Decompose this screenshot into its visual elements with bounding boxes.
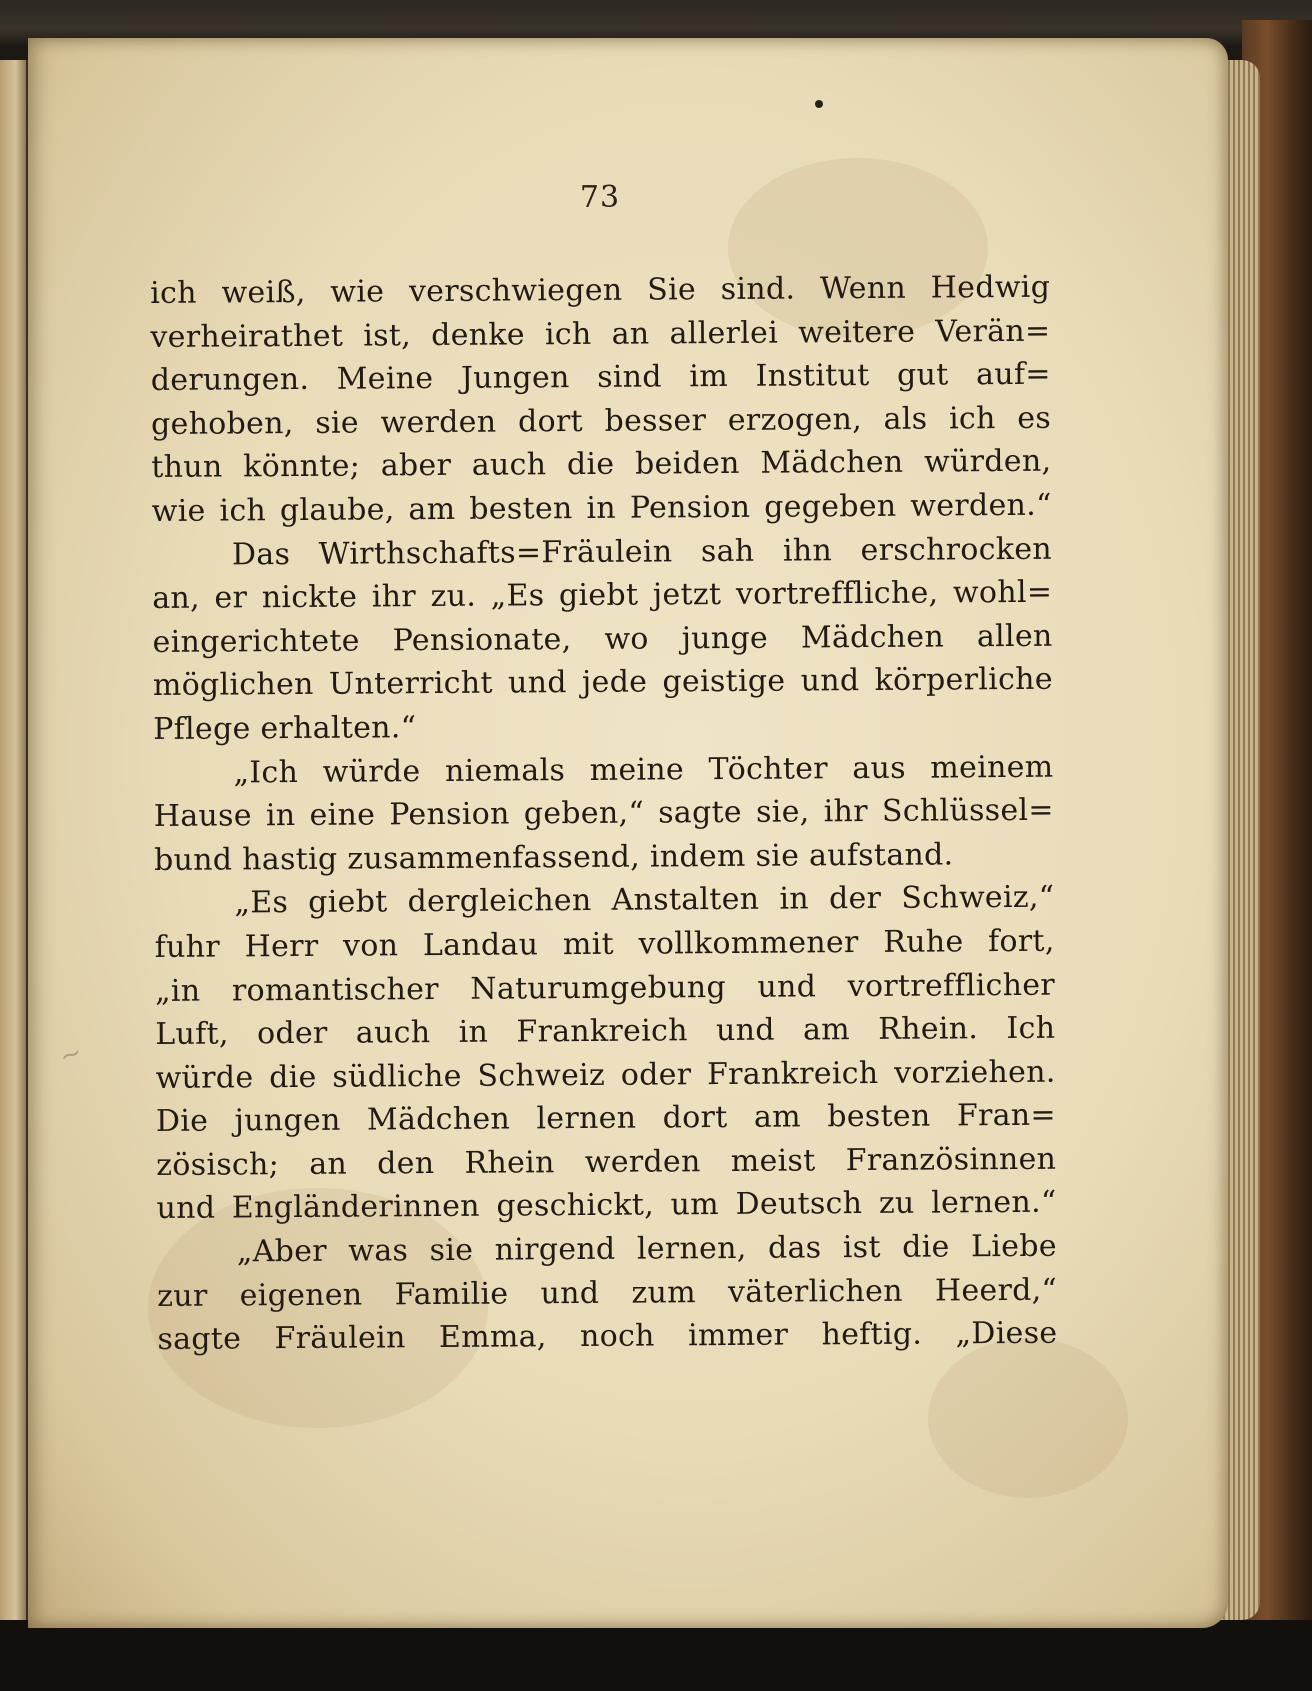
text-line: eingerichtete Pensionate, wo junge Mädchen allen (152, 618, 1053, 660)
text-line: möglichen Unterricht und jede geistige und körperliche (152, 662, 1053, 704)
text-line: verheirathet ist, denke ich an allerlei weitere Verän= (150, 313, 1051, 355)
text-line: zösisch; an den Rhein werden meist Französinnen (156, 1141, 1057, 1183)
text-line: bund hastig zusammenfassend, indem sie aufstand. (153, 837, 954, 878)
text-line: wie ich glaube, am besten in Pension gegeben werden.“ (151, 487, 1052, 529)
text-line: würde die südliche Schweiz oder Frankreich vorziehen. (155, 1054, 1056, 1096)
text-line: ich weiß, wie verschwiegen Sie sind. Wenn Hedwig (150, 269, 1051, 311)
text-line: „in romantischer Naturumgebung und vortrefflicher (154, 967, 1056, 1009)
paper-stain (928, 1338, 1128, 1498)
text-line: und Engländerinnen geschickt, um Deutsch zu lernen.“ (156, 1185, 1057, 1227)
pencil-mark: ~ (55, 1037, 87, 1073)
text-line: gehoben, sie werden dort besser erzogen, als ich es (150, 400, 1052, 442)
text-line: Das Wirthschafts=Fräulein sah ihn erschrocken (231, 531, 1053, 572)
text-line: Pflege erhalten.“ (153, 710, 417, 747)
text-line: „Aber was sie nirgend lernen, das ist die Liebe (236, 1228, 1057, 1270)
text-line: an, er nickte ihr zu. „Es giebt jetzt vortreffliche, wohl= (152, 574, 1053, 617)
text-line: Luft, oder auch in Frankreich und am Rhein. Ich (155, 1010, 1056, 1053)
page-number: 73 (579, 180, 621, 215)
text-line: thun könnte; aber auch die beiden Mädchen würden, (151, 444, 1052, 486)
text-line: derungen. Meine Jungen sind im Institut gut auf= (150, 356, 1051, 399)
text-line: „Es giebt dergleichen Anstalten in der Schweiz,“ (234, 880, 1055, 921)
ink-speck (815, 100, 823, 108)
body-text (150, 266, 1058, 1362)
text-line: Die jungen Mädchen lernen dort am besten Fran= (155, 1097, 1057, 1140)
text-line: Hause in eine Pension geben,“ sagte sie, ihr Schlüssel= (153, 792, 1054, 835)
text-line: sagte Fräulein Emma, noch immer heftig. „Diese (157, 1315, 1058, 1358)
facing-page-edge (0, 60, 28, 1620)
text-line: fuhr Herr von Landau mit vollkommener Ruhe fort, (154, 923, 1055, 965)
text-line: „Ich würde niemals meine Töchter aus meinem (233, 749, 1054, 790)
text-line: zur eigenen Familie und zum väterlichen Heerd,“ (157, 1272, 1058, 1314)
